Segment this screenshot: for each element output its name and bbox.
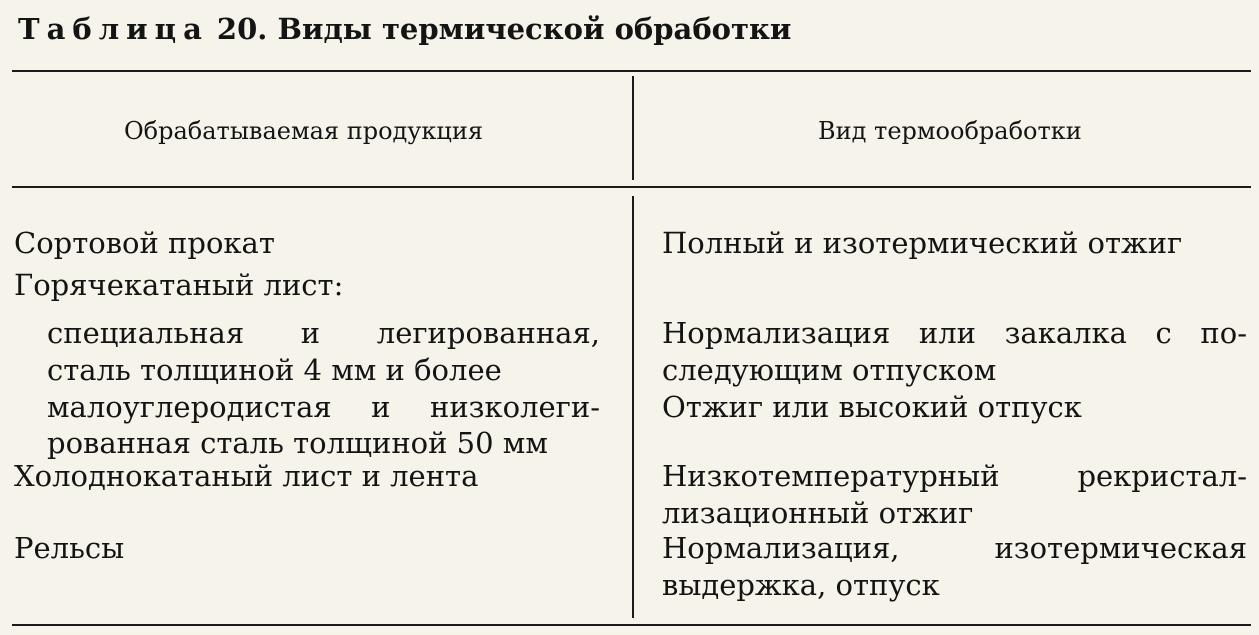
- product-cell: рованная сталь толщиной 50 мм: [47, 426, 548, 460]
- product-cell: Рельсы: [14, 531, 125, 565]
- table-top-rule: [12, 70, 1251, 72]
- product-cell: малоуглеродистая и низколеги-: [47, 390, 600, 424]
- treatment-cell: лизационный отжиг: [662, 496, 974, 530]
- treatment-cell: Нормализация или закалка с по-: [662, 316, 1247, 350]
- treatment-cell: Нормализация, изотермическая: [662, 531, 1247, 565]
- treatment-cell: Низкотемпературный рекристал-: [662, 459, 1247, 493]
- table-title: [18, 12, 791, 46]
- table-bottom-rule: [12, 624, 1251, 626]
- treatment-cell: выдержка, отпуск: [662, 568, 940, 602]
- product-cell: Холоднокатаный лист и лента: [14, 459, 479, 493]
- header-treatment: Вид термообработки: [818, 117, 1082, 145]
- product-cell: сталь толщиной 4 мм и более: [47, 353, 502, 387]
- header-product: Обрабатываемая продукция: [124, 117, 483, 145]
- header-column-divider: [632, 76, 634, 180]
- body-column-divider: [632, 196, 634, 618]
- table-header-rule: [12, 186, 1251, 188]
- product-cell: Горячекатаный лист:: [14, 268, 344, 302]
- treatment-cell: Полный и изотермический отжиг: [662, 226, 1183, 260]
- table-title-text: 20. Виды термической обработки: [216, 12, 792, 46]
- product-cell: Сортовой прокат: [14, 226, 275, 260]
- treatment-cell: Отжиг или высокий отпуск: [662, 390, 1082, 424]
- treatment-cell: следующим отпуском: [662, 353, 997, 387]
- product-cell: специальная и легированная,: [47, 316, 600, 350]
- table-title-label: Таблица: [18, 12, 209, 46]
